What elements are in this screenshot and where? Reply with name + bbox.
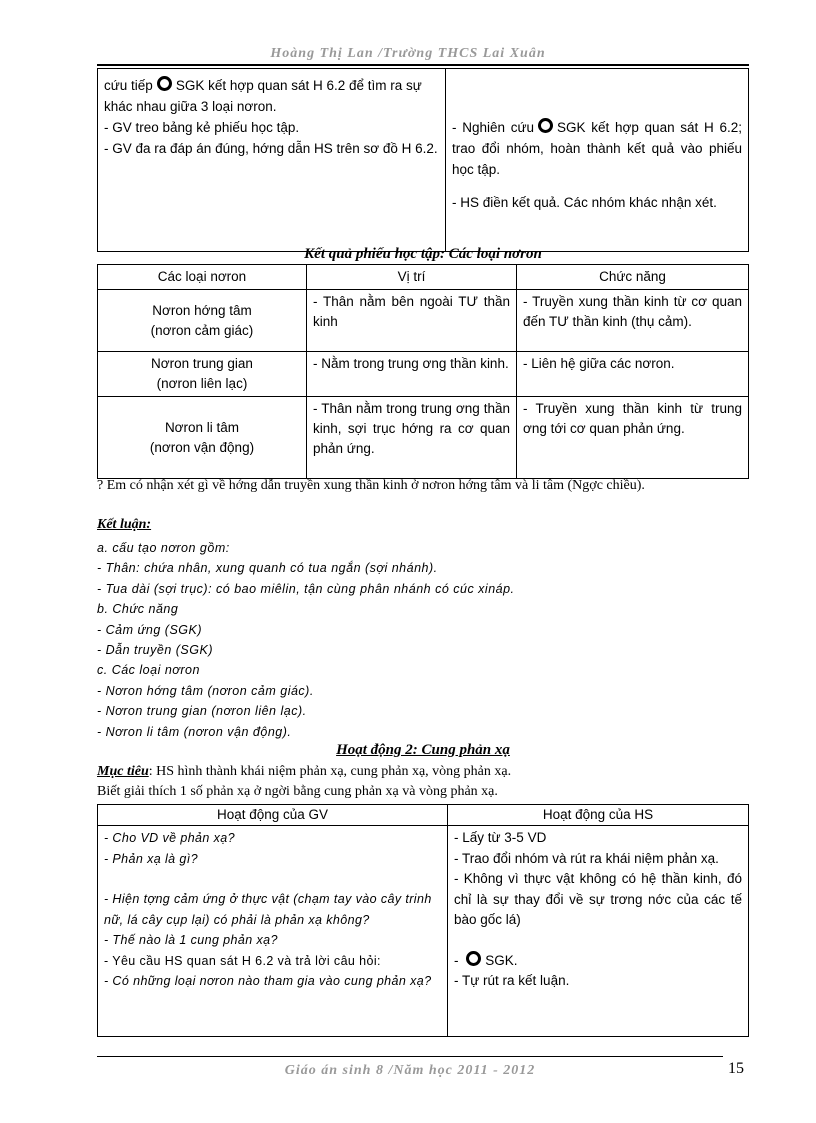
circle-bullet-icon — [466, 951, 481, 966]
list-item: - Nơron trung gian (nơron liên lạc). — [97, 704, 307, 719]
page-number: 15 — [728, 1060, 744, 1077]
list-item: b. Chức năng — [97, 602, 179, 617]
neuron-types-table — [97, 264, 749, 479]
list-item: - Nơron li tâm (nơron vận động). — [97, 724, 292, 739]
circle-bullet-icon — [157, 76, 172, 91]
activity-2-title: Hoạt động 2: Cung phản xạ — [336, 742, 510, 758]
objective: Mục tiêu: HS hình thành khái niệm phản xạ, cung phản xạ, vòng phản xạ. Biết giải thích 1 số phản xạ ở ngời bằng cung phản xạ và vòng phản xạ. — [97, 764, 512, 799]
list-item: - Thế nào là 1 cung phản xạ? — [104, 933, 278, 947]
list-item: a. cấu tạo nơron gồm: — [97, 541, 230, 555]
student-activity-cell — [448, 826, 749, 1037]
table-header-row — [98, 265, 749, 290]
conclusion-title: Kết luận: — [97, 517, 152, 532]
column-header: Vị trí — [307, 265, 517, 290]
table-row — [98, 826, 749, 1037]
list-item: - Nơron hớng tâm (nơron cảm giác). — [97, 683, 314, 698]
teacher-step-3: - GV đa ra đáp án đúng, hớng dẫn HS trên sơ đồ H 6.2. — [104, 141, 438, 156]
column-header: Chức năng — [517, 265, 749, 290]
list-item: - Dẫn truyền (SGK) — [97, 642, 213, 657]
list-item: - Phản xạ là gì? — [104, 851, 198, 866]
footer-divider — [97, 1056, 723, 1057]
table-row: Nơron hớng tâm (nơron cảm giác) - Thân nằm bên ngoài TƯ thần kinh - Truyền xung thần kinh từ cơ quan đến TƯ thần kinh (thụ cảm). — [98, 290, 749, 352]
activity-table — [97, 804, 749, 1037]
question-paragraph: ? Em có nhận xét gì về hớng dẫn truyền xung thần kinh ở nơron hớng tâm và li tâm (Ngợc chiều). — [97, 478, 645, 493]
list-item: - Không vì thực vật không có hệ thần kinh, đó chỉ là sự thay đổi về sự trơng nớc của các tế bào gốc lá) — [454, 871, 742, 927]
header-divider — [97, 64, 749, 66]
student-activity-cell — [446, 69, 749, 252]
list-item: - Cho VD về phản xạ? — [104, 831, 235, 845]
conclusion-list — [97, 538, 749, 742]
list-item: - Hiện tợng cảm ứng ở thực vật (chạm tay vào cây trinh nữ, lá cây cụp lại) có phải là phản xạ không? — [104, 892, 432, 927]
column-header: Hoạt động của HS — [448, 805, 749, 826]
student-step-1: - Nghiên cứu SGK kết hợp quan sát H 6.2; trao đổi nhóm, hoàn thành kết quả vào phiếu học tập. — [452, 120, 743, 177]
page-header: Hoàng Thị Lan /Trường THCS Lai Xuân — [270, 46, 546, 61]
student-step-2: - HS điền kết quả. Các nhóm khác nhận xét. — [452, 195, 717, 210]
list-item: - Cảm ứng (SGK) — [97, 622, 203, 637]
list-item: - Lấy từ 3-5 VD — [454, 830, 547, 845]
column-header: Hoạt động của GV — [98, 805, 448, 826]
teacher-step-2: - GV treo bảng kẻ phiếu học tập. — [104, 120, 300, 135]
table-row: Nơron trung gian (nơron liên lạc) - Nằm trong trung ơng thần kinh. - Liên hệ giữa các nơron. — [98, 352, 749, 397]
teacher-step-1: cứu tiếp SGK kết hợp quan sát H 6.2 để tìm ra sự khác nhau giữa 3 loại nơron. — [104, 78, 422, 114]
list-item: - Tua dài (sợi trục): có bao miêlin, tận cùng phân nhánh có cúc xináp. — [97, 581, 515, 596]
list-item: - Tự rút ra kết luận. — [454, 973, 570, 988]
list-item: c. Các loại nơron — [97, 663, 200, 678]
list-item: - SGK. — [454, 952, 518, 968]
column-header: Các loại nơron — [98, 265, 307, 290]
activity-table-continued — [97, 68, 749, 252]
list-item: - Trao đổi nhóm và rút ra khái niệm phản xạ. — [454, 850, 719, 866]
worksheet-caption: Kết quả phiếu học tập: Các loại nơron — [304, 246, 542, 262]
page-footer: Giáo án sinh 8 /Năm học 2011 - 2012 — [284, 1063, 536, 1078]
list-item: - Yêu cầu HS quan sát H 6.2 và trả lời câu hỏi: — [104, 953, 381, 968]
list-item: - Có những loại nơron nào tham gia vào cung phản xạ? — [104, 974, 432, 988]
circle-bullet-icon — [538, 118, 553, 133]
table-row: Nơron li tâm (nơron vận động) - Thân nằm trong trung ơng thần kinh, sợi trục hớng ra cơ quan phản ứng. - Truyền xung thần kinh từ trung ơng tới cơ quan phản ứng. — [98, 397, 749, 479]
list-item: - Thân: chứa nhân, xung quanh có tua ngắn (sợi nhánh). — [97, 561, 438, 576]
teacher-activity-cell — [98, 69, 446, 252]
teacher-activity-cell — [98, 826, 448, 1037]
table-header-row — [98, 805, 749, 826]
